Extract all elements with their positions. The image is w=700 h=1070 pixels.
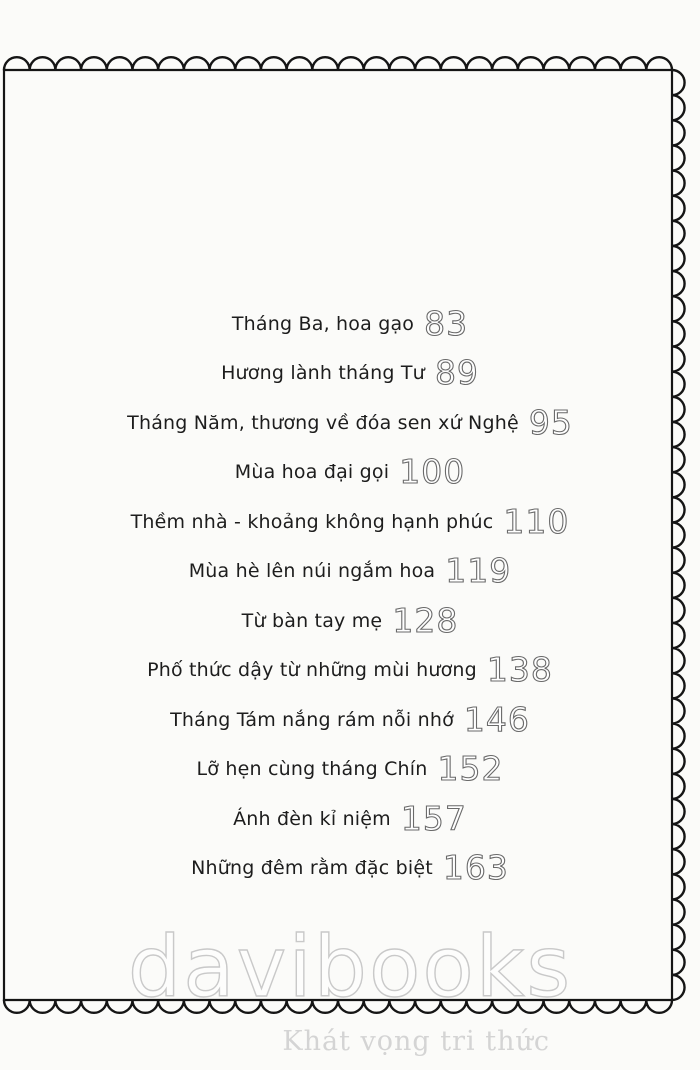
toc-entry-page-number: 146 [463,699,530,739]
toc-entry-title: Hương lành tháng Tư [221,362,425,384]
toc-entry [0,389,700,442]
toc-entry [0,637,700,687]
toc-entry-page-number: 95 [528,402,573,442]
watermark-slogan: Khát vọng tri thức [282,1026,550,1057]
toc-entry [0,686,700,739]
table-of-contents [0,290,700,887]
toc-entry-page-number: 152 [437,749,504,788]
toc-entry [0,538,700,588]
toc-entry-page-number: 119 [445,551,512,590]
toc-entry-title: Từ bàn tay mẹ [241,609,383,632]
toc-entry [0,785,700,838]
toc-entry-page-number: 163 [442,848,509,887]
toc-entry-title: Tháng Ba, hoa gạo [231,312,415,335]
toc-entry-title: Thềm nhà - khoảng không hạnh phúc [130,510,494,533]
toc-entry-page-number: 110 [503,501,570,541]
toc-entry-title: Những đêm rằm đặc biệt [191,857,433,879]
toc-entry [0,439,700,489]
toc-entry-title: Mùa hoa đại gọi [234,461,390,483]
toc-entry-page-number: 100 [399,452,466,491]
toc-entry-page-number: 89 [434,353,479,392]
toc-entry-title: Tháng Năm, thương về đóa sen xứ Nghệ [127,411,519,434]
toc-entry-page-number: 83 [424,303,469,343]
toc-entry [0,587,700,640]
watermark-brand: davibooks [127,918,573,1016]
toc-entry-title: Tháng Tám nắng rám nỗi nhớ [170,708,454,731]
toc-entry-title: Ánh đèn kỉ niệm [233,807,391,830]
toc-entry [0,835,700,885]
toc-entry-title: Mùa hè lên núi ngắm hoa [188,560,436,582]
toc-entry-page-number: 128 [392,600,459,640]
frame-scallops-top [4,57,672,70]
toc-entry [0,488,700,541]
toc-entry [0,340,700,390]
toc-entry-title: Lỡ hẹn cùng tháng Chín [196,758,428,780]
toc-entry-title: Phố thức dậy từ những mùi hương [147,659,477,681]
toc-entry-page-number: 157 [400,798,467,838]
toc-entry [0,290,700,343]
toc-entry-page-number: 138 [486,650,553,689]
toc-entry [0,736,700,786]
